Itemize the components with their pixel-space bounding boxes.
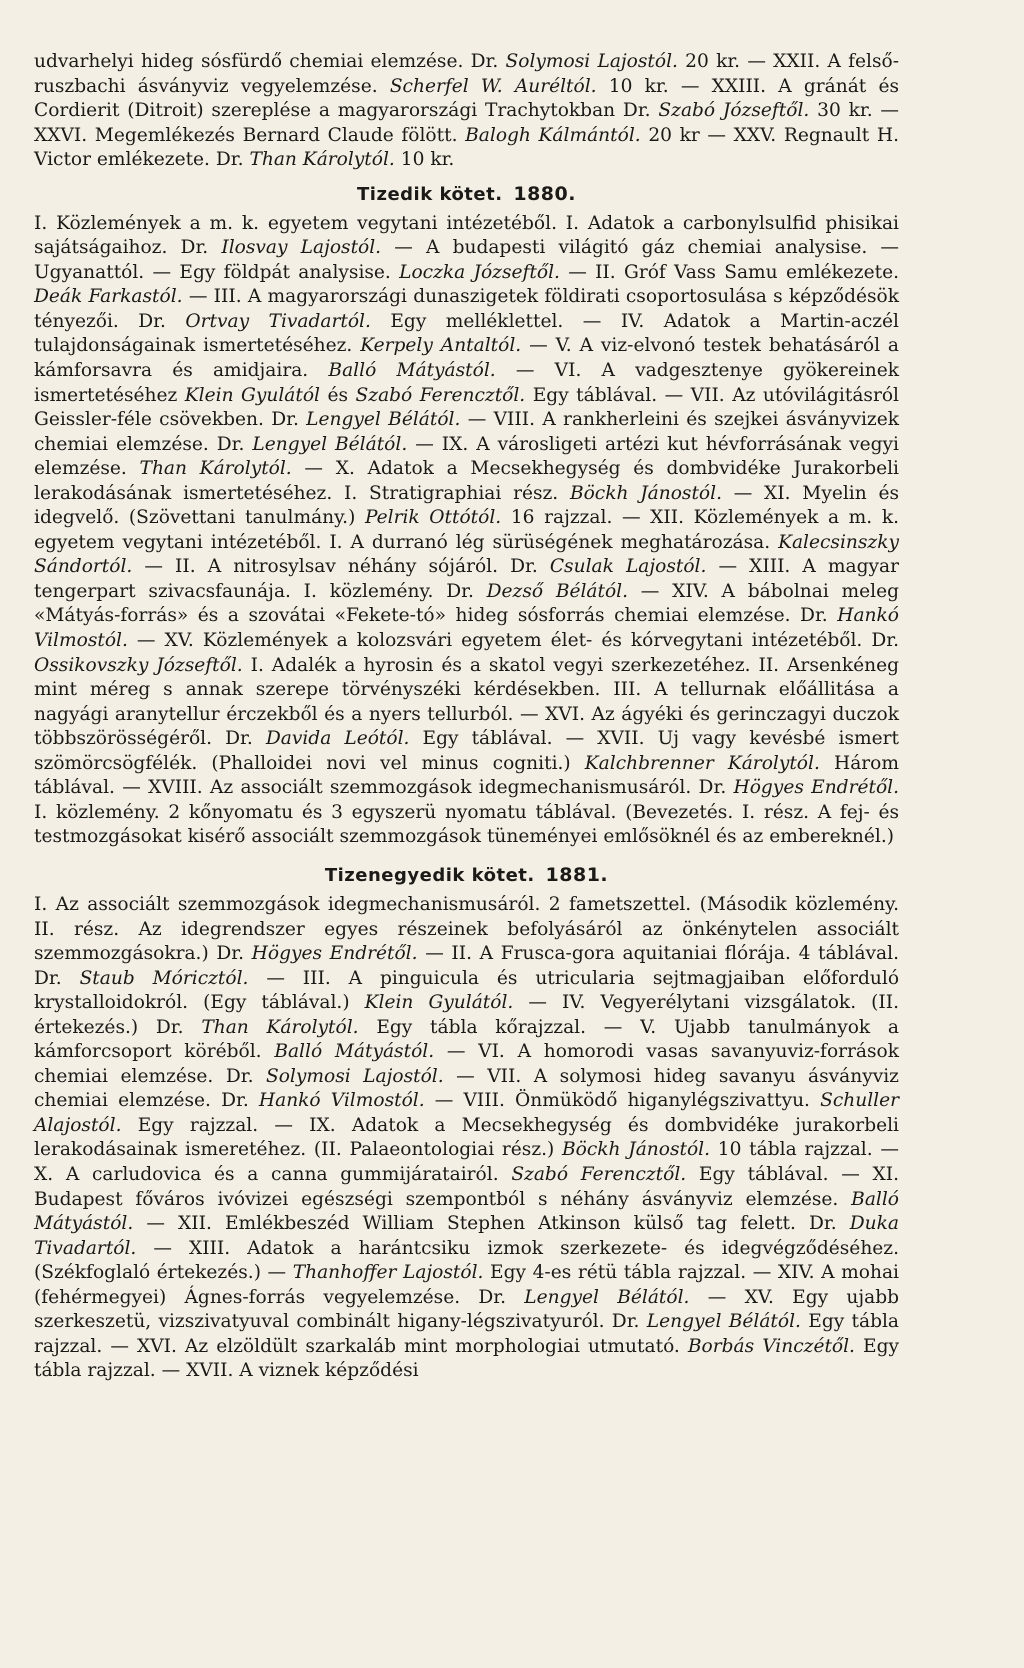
text-run: — XI. Myelin és idegvelő. (Szövettani tanulmány.) (34, 482, 899, 529)
volume-11-contents (34, 893, 899, 1384)
author-name: Than Károlytól. (139, 458, 292, 480)
author-name: Lengyel Bélától. (252, 433, 408, 455)
author-name: Solymosi Lajostól. (505, 51, 678, 72)
author-name: Pelrik Ottótól. (364, 507, 502, 529)
text-run: 20 kr — XXV. Regnault H. Victor emlékezete. Dr. (34, 124, 899, 171)
author-name: Szabó Ferencztől. (355, 384, 526, 406)
author-name: Lengyel Bélától. (646, 1311, 801, 1333)
text-run: Egy táblával. — VII. Az utóvilágitásról Geissler-féle csövekben. Dr. (34, 384, 899, 431)
author-name: Böckh Jánostól. (562, 1139, 711, 1161)
author-name: Högyes Endrétől. (251, 943, 418, 965)
author-name: Staub Móricztól. (79, 967, 249, 989)
text-run: 10 kr. — XXIII. A gránát és Cordierit (Ditroit) szereplése a magyarországi Trachytokban Dr. (34, 75, 900, 122)
text-run: Három táblával. — XVIII. Az associált szemmozgások idegmechanismusáról. Dr. (34, 752, 899, 799)
author-name: Scherfel W. Auréltól. (389, 75, 597, 97)
text-run: — IX. A városligeti artézi kut hévforrásának vegyi elemzése. (34, 433, 899, 480)
author-name: Klein Gyulától. (364, 992, 514, 1014)
author-name: Balló Mátyástól. (274, 1041, 435, 1063)
volume-heading-10 (34, 181, 899, 208)
text-run: 10 tábla rajzzal. — X. A carludovica és a canna gummijáratairól. (34, 1139, 899, 1185)
text-run: 30 kr. — XXVI. Megemlékezés Bernard Claude fölött. (34, 100, 899, 146)
author-name: Kalchbrenner Károlytól. (584, 752, 820, 774)
volume-heading-year: 1881. (545, 863, 609, 886)
author-name: Solymosi Lajostól. (265, 1065, 444, 1087)
author-name: Than Károlytól. (249, 149, 395, 171)
text-run: — VIII. Önmüködő higanylégszivattyu. (424, 1090, 821, 1112)
text-run: — VI. A homorodi vasas savanyuviz-források chemiai elemzése. Dr. (34, 1041, 899, 1087)
text-run: Egy táblával. — XI. Budapest főváros ivóvizei egészségi szempontból s néhány ásványviz elemzése. (34, 1163, 899, 1210)
author-name: Thanhoffer Lajostól. (292, 1262, 484, 1284)
author-name: Högyes Endrétől. (733, 777, 899, 799)
text-run: Egy rajzzal. — IX. Adatok a Mecsekhegység és dombvidéke jurakorbeli lerakodásainak ismeretéhez. (II. Palaeontologiai rész.) (34, 1114, 899, 1161)
text-run: — V. A viz-elvonó testek behatásáról a kámforsavra és amidjaira. (34, 335, 900, 382)
volume-heading-label: Tizenegyedik kötet. (324, 864, 535, 886)
text-run: Egy tábla kőrajzzal. — V. Ujabb tanulmányok a kámforcsoport köréből. (34, 1016, 899, 1063)
volume-10-contents (34, 212, 899, 850)
text-run: Egy tábla rajzzal. — XVI. Az elzöldült szarkaláb mint morphologiai utmutató. (34, 1311, 900, 1357)
text-run: — XV. Egy ujabb szerkeszetü, vizszivatyuval combinált higany-légszivatyuról. Dr. (34, 1286, 900, 1333)
author-name: Than Károlytól. (201, 1016, 359, 1038)
text-run: 16 rajzzal. — XII. Közlemények a m. k. egyetem vegytani intézetéből. I. A durranó lég sürüségének meghatározása. (34, 507, 899, 553)
author-name: Schuller Alajostól. (34, 1090, 899, 1136)
author-name: Kalecsinszky Sándortól. (34, 531, 899, 578)
author-name: Balló Mátyástól. (34, 1188, 899, 1235)
text-run: 20 kr. — XXII. A felső-ruszbachi ásványviz vegyelemzése. (34, 51, 899, 97)
text-run: Egy tábla rajzzal. — XVII. A viznek képződési (34, 1335, 900, 1382)
text-run: — II. Gróf Vass Samu emlékezete. (559, 261, 899, 283)
text-run: — XIII. A magyar tengerpart szivacsfaunája. I. közlemény. Dr. (34, 556, 899, 602)
author-name: Ortvay Tivadartól. (185, 310, 371, 332)
author-name: Böckh Jánostól. (569, 482, 722, 504)
text-run: Egy 4-es rétü tábla rajzzal. — XIV. A mohai (fehérmegyei) Ágnes-forrás vegyelemzése. Dr. (34, 1262, 899, 1308)
author-name: Lengyel Bélától. (524, 1286, 690, 1308)
author-name: Balló Mátyástól. (328, 360, 496, 382)
text-run: — VI. A vadgesztenye gyökereinek ismertetéséhez (34, 360, 899, 406)
text-run: — XII. Emlékbeszéd William Stephen Atkinson külső tag felett. Dr. (133, 1213, 850, 1235)
text-run: I. Az associált szemmozgások idegmechanismusáról. 2 fametszettel. (Második közlemény. II. rész. Az idegrendszer egyes részeinek befolyásáról az önkénytelen associált szemmozgásokra.) Dr. (34, 893, 899, 965)
text-run: — III. A magyarországi dunaszigetek földirati csoportosulása s képződésök tényezői. Dr. (34, 286, 899, 332)
text-run: — VIII. A rankherleini és szejkei ásványvizek chemiai elemzése. Dr. (34, 409, 899, 455)
author-name: Kerpely Antaltól. (360, 335, 522, 357)
text-run: udvarhelyi hideg sósfürdő chemiai elemzése. Dr. (34, 51, 506, 72)
text-run: I. Közlemények a m. k. egyetem vegytani intézetéből. I. Adatok a carbonylsulfid phisikai sajátságaihoz. Dr. (34, 212, 899, 259)
author-name: Deák Farkastól. (34, 286, 183, 308)
text-run: Egy táblával. — XVII. Uj vagy kevésbé ismert szömörcsögfélék. (Phalloidei novi vel minus cogniti.) (34, 728, 899, 774)
text-run: — II. A Frusca-gora aquitaniai flórája. 4 táblával. Dr. (34, 943, 899, 989)
author-name: Dezső Bélától. (486, 580, 629, 602)
author-name: Szabó Józseftől. (658, 100, 810, 122)
author-name: Loczka Józseftől. (399, 261, 560, 283)
text-run: — XV. Közlemények a kolozsvári egyetem élet- és kórvegytani intézetéből. Dr. (127, 630, 899, 652)
text-run: — XIII. Adatok a harántcsiku izmok szerkezete- és idegvégződéséhez. (Székfoglaló értekezés.) — (34, 1237, 899, 1284)
author-name: Csulak Lajostól. (549, 556, 707, 578)
author-name: Hankó Vilmostól. (34, 605, 899, 652)
text-run: és (320, 384, 356, 406)
text-run: I. Adalék a hyrosin és a skatol vegyi szerkezetéhez. II. Arsenkéneg mint méreg s annak szerepe törvényszéki kérdésekben. III. A tellurnak előállitása a nagyági aranytellur érczekből és a nyers tellurból. — XVI. Az ágyéki és gerinczagyi duczok többszörösségéről. Dr. (34, 654, 899, 750)
text-run: 10 kr. (394, 149, 455, 171)
text-run: — II. A nitrosylsav néhány sójáról. Dr. (132, 556, 550, 578)
volume-heading-year: 1880. (513, 182, 576, 205)
text-run: — XIV. A bábolnai meleg «Mátyás-forrás» és a szovátai «Fekete-tó» hideg sósforrás chemiai elemzése. Dr. (34, 580, 900, 627)
author-name: Duka Tivadartól. (34, 1213, 899, 1259)
author-name: Hankó Vilmostól. (258, 1090, 425, 1112)
text-run: — X. Adatok a Mecsekhegység és dombvidéke Jurakorbeli lerakodásának ismertetéséhez. I. Stratigraphiai rész. (34, 458, 899, 504)
author-name: Borbás Vinczétől. (687, 1335, 855, 1357)
text-run: — VII. A solymosi hideg savanyu ásványviz chemiai elemzése. Dr. (34, 1065, 899, 1112)
author-name: Szabó Ferencztől. (511, 1163, 687, 1185)
text-run: — III. A pinguicula és utricularia sejtmagjaiban előforduló krystalloidokról. (Egy táblával.) (34, 967, 900, 1014)
author-name: Klein Gyulától (184, 384, 321, 406)
author-name: Ilosvay Lajostól. (221, 237, 382, 259)
volume-heading-label: Tizedik kötet. (357, 183, 503, 205)
author-name: Lengyel Bélától. (306, 409, 461, 431)
text-run: — A budapesti világitó gáz chemiai analysise. — Ugyanattól. — Egy földpát analysise. (34, 237, 899, 283)
author-name: Balogh Kálmántól. (465, 124, 641, 146)
continuation-paragraph (34, 50, 899, 173)
volume-heading-11 (34, 862, 899, 889)
author-name: Davida Leótól. (265, 728, 410, 750)
document-page (34, 50, 899, 1384)
text-run: Egy melléklettel. — IV. Adatok a Martin-aczél tulajdonságainak ismertetéséhez. (34, 310, 899, 357)
text-run: — IV. Vegyerélytani vizsgálatok. (II. értekezés.) Dr. (34, 992, 899, 1038)
text-run: I. közlemény. 2 kőnyomatu és 3 egyszerü nyomatu táblával. (Bevezetés. I. rész. A fej- és testmozgásokat kisérő associált szemmozgások tüneményei emlősöknél és az embereknél.) (34, 801, 899, 848)
author-name: Ossikovszky Józseftől. (34, 654, 243, 676)
